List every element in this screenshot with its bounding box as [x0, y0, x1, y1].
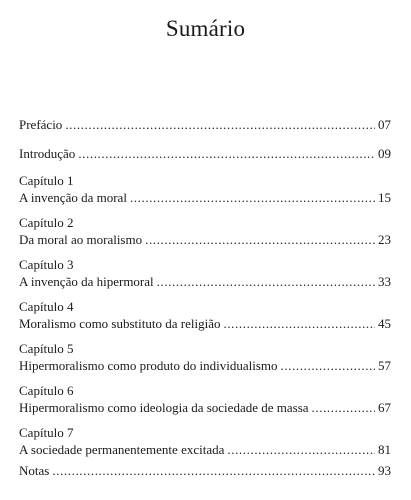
toc-chapter-label: Capítulo 1: [19, 173, 74, 188]
toc-entry-capitulo-4[interactable]: [19, 298, 391, 332]
toc-entry-page: 09: [378, 146, 391, 161]
toc-entry-page: 67: [378, 400, 391, 415]
toc-entry-notas[interactable]: [19, 462, 391, 479]
dot-leader: [130, 189, 375, 206]
toc-line: [19, 399, 391, 416]
toc-entry-capitulo-5[interactable]: [19, 340, 391, 374]
toc-entry-page: 33: [378, 274, 391, 289]
toc-entry-page: 15: [378, 190, 391, 205]
toc-entry-title: Moralismo como substituto da religião: [19, 316, 221, 331]
toc-line: [19, 145, 391, 162]
toc-line: [19, 441, 391, 458]
dot-leader: [223, 315, 375, 332]
toc-line: [19, 462, 391, 479]
toc-line: [19, 189, 391, 206]
dot-leader: [145, 231, 375, 248]
dot-leader: [78, 145, 375, 162]
dot-leader: [227, 441, 375, 458]
toc-entry-page: 93: [378, 463, 391, 478]
toc-entry-prefacio[interactable]: [19, 116, 391, 133]
toc-entry-title: A invenção da moral: [19, 190, 127, 205]
toc-line: [19, 273, 391, 290]
page-title: Sumário: [165, 16, 246, 41]
toc-entry-title: Da moral ao moralismo: [19, 232, 143, 247]
toc-entry-page: 45: [378, 316, 391, 331]
toc-line: [19, 357, 391, 374]
dot-leader: [281, 357, 375, 374]
toc-entry-title: Hipermoralismo como ideologia da sociedade de massa: [19, 400, 309, 415]
toc-line: [19, 315, 391, 332]
toc-chapter-label: Capítulo 3: [19, 257, 74, 272]
toc-entry-page: 07: [378, 117, 391, 132]
toc-chapter-label: Capítulo 7: [19, 425, 74, 440]
toc-entry-page: 23: [378, 232, 391, 247]
dot-leader: [65, 116, 375, 133]
dot-leader: [312, 399, 375, 416]
toc-chapter-label: Capítulo 2: [19, 215, 74, 230]
toc-entry-capitulo-7[interactable]: [19, 424, 391, 458]
dot-leader: [52, 462, 375, 479]
toc-chapter-label: Capítulo 5: [19, 341, 74, 356]
toc-entry-page: 57: [378, 358, 391, 373]
toc-entry-title: Hipermoralismo como produto do individualismo: [19, 358, 278, 373]
toc-entry-title: Prefácio: [19, 117, 63, 132]
toc-chapter-label: Capítulo 6: [19, 383, 74, 398]
toc-entry-capitulo-6[interactable]: [19, 382, 391, 416]
toc-entry-title: A sociedade permanentemente excitada: [19, 442, 225, 457]
toc-entry-title: A invenção da hipermoral: [19, 274, 154, 289]
toc-entry-capitulo-3[interactable]: [19, 256, 391, 290]
toc-line: [19, 116, 391, 133]
dot-leader: [157, 273, 375, 290]
toc-entry-capitulo-1[interactable]: [19, 172, 391, 206]
toc-chapter-label: Capítulo 4: [19, 299, 74, 314]
toc-entry-title: Notas: [19, 463, 50, 478]
toc-entry-introducao[interactable]: [19, 145, 391, 162]
toc-entry-capitulo-2[interactable]: [19, 214, 391, 248]
toc-entry-page: 81: [378, 442, 391, 457]
toc-line: [19, 231, 391, 248]
toc-entry-title: Introdução: [19, 146, 76, 161]
